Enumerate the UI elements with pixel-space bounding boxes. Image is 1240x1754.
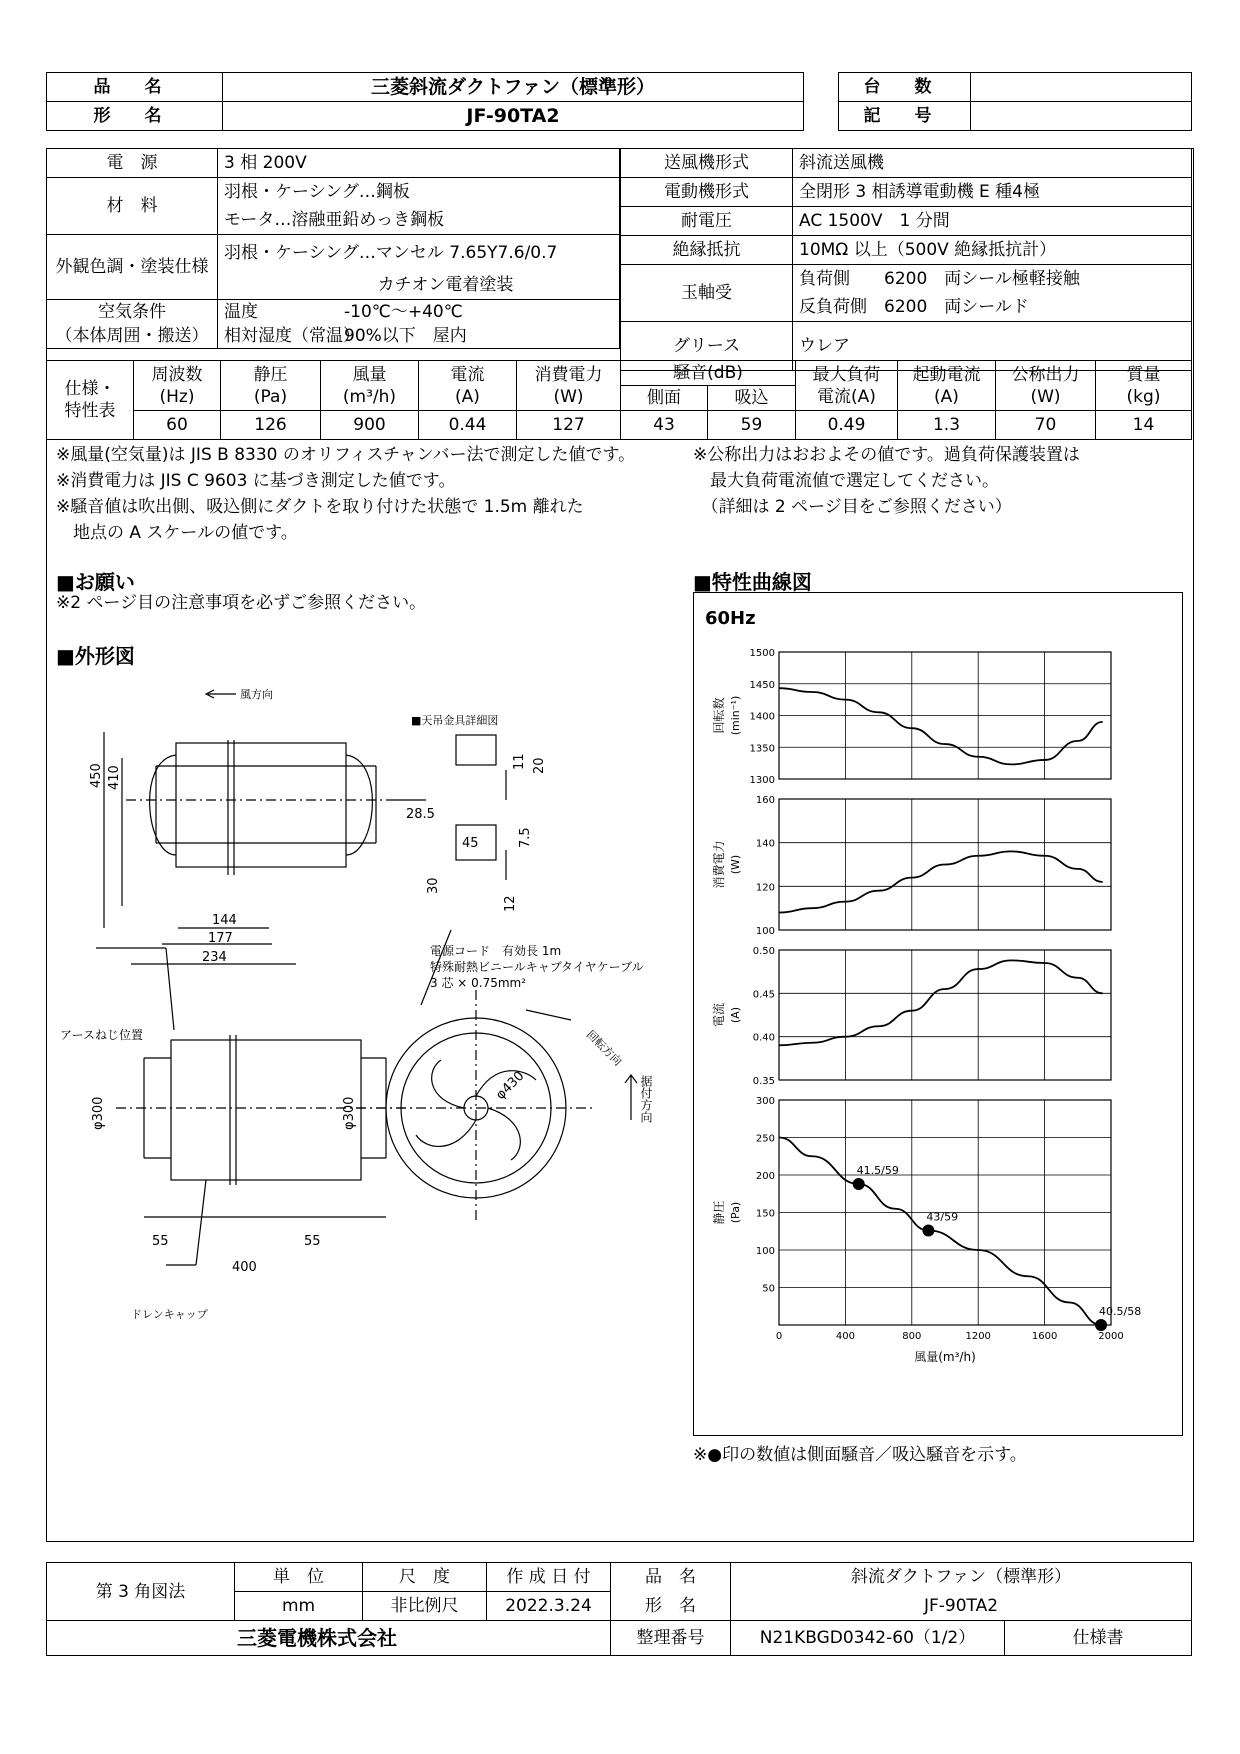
note-line: （詳細は 2 ページ目をご参照ください） — [693, 497, 1012, 517]
wind-direction-label: 風方向 — [240, 688, 273, 701]
finish-line-2: カチオン電着塗装 — [218, 271, 620, 300]
note-line: ※消費電力は JIS C 9603 に基づき測定した値です。 — [56, 471, 456, 491]
chart-y-tick-label: 160 — [755, 795, 775, 806]
chart-x-label: 風量(m³/h) — [914, 1350, 976, 1364]
chart-y-unit: (min⁻¹) — [729, 695, 742, 736]
noise-intake-header: 吸込 — [708, 386, 796, 411]
outline-drawing — [56, 680, 666, 1340]
finish-line-1: 羽根・ケーシング…マンセル 7.65Y7.6/0.7 — [218, 235, 620, 272]
motor-type-value: 全閉形 3 相誘導電動機 E 種4極 — [793, 178, 1192, 207]
chart-y-tick-label: 50 — [762, 1283, 775, 1295]
bracket-title: ■天吊金具詳細図 — [411, 714, 499, 727]
chart-series-pressure — [779, 1138, 1101, 1326]
dim-label: 144 — [212, 913, 237, 928]
rotation-arrow — [526, 1010, 571, 1020]
grease-value: ウレア — [793, 322, 1192, 371]
insulation-label: 絶縁抵抗 — [621, 236, 793, 265]
material-line-2: モータ…溶融亜鉛めっき鋼板 — [218, 206, 620, 235]
doc-number-value: N21KBGD0342-60（1/2） — [731, 1621, 1005, 1656]
air-temp-label: 温度 — [224, 302, 258, 322]
perf-value: 14 — [1096, 411, 1192, 440]
dim-label: 7.5 — [518, 827, 533, 848]
chart-y-tick-label: 200 — [755, 1171, 775, 1182]
perf-header-top: 電流 — [450, 364, 485, 385]
chart-frequency: 60Hz — [705, 608, 756, 629]
chart-x-tick-label: 400 — [835, 1331, 855, 1342]
spec-table-right — [620, 148, 1192, 371]
drain-cap-label: ドレンキャップ — [131, 1308, 208, 1321]
product-name-label: 品 名 — [47, 73, 223, 102]
bearing-line-1: 負荷側 6200 両シール極軽接触 — [793, 265, 1192, 294]
model-label: 形 名 — [47, 102, 223, 131]
chart-y-tick-label: 0.40 — [752, 1032, 775, 1044]
fan-outlet-top — [346, 755, 372, 855]
spec-table-left — [46, 148, 620, 349]
dim-label: φ300 — [342, 1096, 357, 1130]
perf-value: 0.49 — [796, 411, 898, 440]
perf-value: 59 — [708, 411, 796, 440]
perf-header-bottom: (W) — [553, 386, 584, 407]
chart-point-label: 40.5/58 — [1099, 1305, 1142, 1318]
footer-model-label: 形 名 — [611, 1592, 731, 1621]
chart-y-tick-label: 150 — [755, 1208, 775, 1220]
withstand-label: 耐電圧 — [621, 207, 793, 236]
product-name: 三菱斜流ダクトファン（標準形） — [223, 73, 804, 102]
dim-label: 55 — [152, 1234, 169, 1249]
quantity-table — [838, 72, 1192, 131]
air-label-1: 空気条件 — [47, 300, 218, 325]
perf-header-bottom: (kg) — [1126, 386, 1161, 407]
chart-x-tick-label: 0 — [775, 1331, 783, 1342]
footer-name-value: 斜流ダクトファン（標準形） — [731, 1563, 1192, 1592]
cord-label-1: 電源コード 有効長 1m — [430, 944, 562, 958]
dim-label: 410 — [107, 765, 122, 790]
chart-y-tick-label: 1400 — [749, 711, 775, 723]
perf-header-bottom: (A) — [934, 386, 959, 407]
note-line: ※風量(空気量)は JIS B 8330 のオリフィスチャンバー法で測定した値です。 — [56, 445, 636, 465]
insulation-value: 10MΩ 以上（500V 絶縁抵抗計） — [793, 236, 1192, 265]
perf-row-label-1: 仕様・ — [64, 379, 116, 399]
dim-label: 177 — [208, 931, 233, 946]
earth-screw-label: アースねじ位置 — [60, 1028, 144, 1042]
perf-value: 0.44 — [419, 411, 517, 440]
chart-series-power — [779, 851, 1103, 912]
scale-value: 非比例尺 — [363, 1592, 487, 1621]
perf-header-top: 質量 — [1126, 364, 1161, 385]
perf-header-top: 風量 — [352, 364, 387, 385]
noise-header: 騒音(dB) — [621, 361, 796, 386]
perf-value: 126 — [221, 411, 321, 440]
bracket-detail — [456, 735, 496, 765]
unit-label: 単 位 — [235, 1563, 363, 1592]
air-humidity-label: 相対湿度（常温） — [224, 326, 360, 346]
chart-title: ■特性曲線図 — [693, 570, 812, 594]
chart-y-tick-label: 120 — [755, 882, 775, 894]
perf-value: 1.3 — [898, 411, 996, 440]
bearing-line-2: 反負荷側 6200 両シールド — [793, 293, 1192, 322]
notes-right — [693, 442, 1080, 520]
chart-y-unit: (W) — [729, 854, 742, 875]
chart-series-rpm — [779, 688, 1103, 764]
chart-y-tick-label: 1450 — [749, 679, 775, 691]
perf-value: 900 — [321, 411, 419, 440]
fan-type-label: 送風機形式 — [621, 149, 793, 178]
chart-point-label: 43/59 — [926, 1210, 959, 1224]
footer-name-label: 品 名 — [611, 1563, 731, 1592]
chart-x-tick-label: 1200 — [965, 1331, 991, 1342]
perf-header-top: 起動電流 — [912, 364, 981, 385]
withstand-value: AC 1500V 1 分間 — [793, 207, 1192, 236]
chart-y-tick-label: 300 — [755, 1096, 775, 1107]
perf-row-label-2: 特性表 — [64, 401, 116, 421]
projection-method: 第 3 角図法 — [47, 1563, 235, 1621]
perf-header-bottom: 電流(A) — [817, 386, 876, 407]
chart-y-unit: (A) — [729, 1006, 742, 1024]
dim-label: 45 — [462, 836, 479, 851]
chart-y-tick-label: 1350 — [749, 743, 775, 755]
doc-type: 仕様書 — [1005, 1621, 1192, 1656]
perf-value: 70 — [996, 411, 1096, 440]
install-direction-label: 据付方向 — [639, 1075, 653, 1123]
dim-label: 30 — [426, 877, 441, 894]
chart-point — [1095, 1319, 1107, 1331]
chart-x-tick-label: 2000 — [1098, 1331, 1124, 1342]
fan-inlet-top — [150, 755, 176, 855]
dim-label: 55 — [304, 1234, 321, 1249]
rotation-label: 回転方向 — [583, 1027, 625, 1069]
chart-x-tick-label: 800 — [902, 1331, 922, 1342]
chart-y-label: 消費電力 — [712, 840, 726, 889]
footer-table — [46, 1562, 1192, 1656]
cord-label-2: 特殊耐熱ビニールキャブタイヤケーブル — [430, 960, 644, 974]
doc-number-label: 整理番号 — [611, 1621, 731, 1656]
note-line: 地点の A スケールの値です。 — [56, 523, 298, 543]
fan-body-top — [176, 743, 346, 867]
perf-header-top: 消費電力 — [534, 364, 603, 385]
grease-label: グリース — [621, 322, 793, 371]
chart-y-tick-label: 0.50 — [752, 946, 775, 957]
mark-value — [971, 102, 1192, 131]
date-value: 2022.3.24 — [487, 1592, 611, 1621]
chart-point — [922, 1225, 934, 1237]
perf-header-bottom: (m³/h) — [342, 386, 397, 407]
performance-table — [46, 360, 1192, 440]
chart-point-label: 41.5/59 — [856, 1164, 899, 1177]
outline-title: ■外形図 — [56, 644, 135, 668]
note-line: ※公称出力はおおよその値です。過負荷保護装置は — [693, 445, 1080, 465]
header-table — [46, 72, 804, 131]
dim-label: 234 — [202, 950, 227, 965]
chart-y-tick-label: 140 — [755, 838, 775, 850]
quantity-value — [971, 73, 1192, 102]
dim-label: 450 — [89, 763, 104, 788]
characteristic-chart — [693, 592, 1181, 1432]
chart-y-tick-label: 0.45 — [752, 989, 775, 1001]
material-label: 材 料 — [47, 178, 218, 235]
unit-value: mm — [235, 1592, 363, 1621]
chart-y-tick-label: 1500 — [749, 648, 775, 659]
perf-header-top: 静圧 — [253, 364, 288, 385]
chart-y-label: 電流 — [712, 1002, 726, 1028]
chart-y-tick-label: 250 — [755, 1133, 775, 1145]
dim-label: 28.5 — [406, 807, 435, 822]
bearing-label: 玉軸受 — [621, 265, 793, 322]
company-name: 三菱電機株式会社 — [47, 1621, 611, 1656]
chart-y-tick-label: 0.35 — [752, 1076, 775, 1087]
air-humidity-value: 90%以下 屋内 — [344, 326, 467, 346]
motor-type-label: 電動機形式 — [621, 178, 793, 207]
chart-y-label: 回転数 — [712, 697, 726, 734]
air-temp-value: -10℃～+40℃ — [344, 302, 463, 322]
dim-label: φ300 — [91, 1096, 106, 1130]
dim-label: 20 — [532, 757, 547, 774]
chart-y-unit: (Pa) — [729, 1201, 742, 1224]
chart-x-tick-label: 1600 — [1031, 1331, 1058, 1342]
finish-label: 外観色調・塗装仕様 — [47, 235, 218, 300]
power-value: 3 相 200V — [218, 149, 620, 178]
footer-model-value: JF-90TA2 — [731, 1592, 1192, 1621]
note-line: ※騒音値は吹出側、吸込側にダクトを取り付けた状態で 1.5m 離れた — [56, 497, 584, 517]
request-title: ■お願い — [56, 570, 135, 594]
note-line: 最大負荷電流値で選定してください。 — [693, 471, 999, 491]
chart-y-tick-label: 1300 — [749, 775, 775, 786]
perf-header-bottom: (A) — [455, 386, 480, 407]
noise-side-header: 側面 — [621, 386, 708, 411]
fan-body-side — [171, 1040, 361, 1180]
chart-y-tick-label: 100 — [755, 926, 775, 937]
chart-series-current — [779, 960, 1103, 1045]
dim-label: 11 — [512, 753, 527, 770]
perf-value: 127 — [517, 411, 621, 440]
power-label: 電 源 — [47, 149, 218, 178]
dim-label: 12 — [503, 895, 518, 912]
fan-type-value: 斜流送風機 — [793, 149, 1192, 178]
air-label-2: （本体周囲・搬送） — [47, 324, 218, 349]
perf-header-bottom: (Pa) — [253, 386, 288, 407]
notes-left — [56, 442, 635, 546]
quantity-label: 台 数 — [839, 73, 971, 102]
perf-header-top: 公称出力 — [1011, 364, 1080, 385]
material-line-1: 羽根・ケーシング…鋼板 — [218, 178, 620, 207]
chart-y-label: 静圧 — [712, 1200, 726, 1225]
perf-header-bottom: (Hz) — [159, 386, 195, 407]
mark-label: 記 号 — [839, 102, 971, 131]
perf-header-bottom: (W) — [1030, 386, 1061, 407]
perf-value: 60 — [134, 411, 221, 440]
cord-label-3: 3 芯 × 0.75mm² — [430, 976, 527, 990]
dim-label: 400 — [232, 1260, 257, 1275]
date-label: 作 成 日 付 — [487, 1563, 611, 1592]
chart-point — [853, 1178, 865, 1190]
scale-label: 尺 度 — [363, 1563, 487, 1592]
perf-header-top: 周波数 — [151, 364, 203, 385]
dim-label: φ430 — [493, 1068, 528, 1103]
chart-footnote: ※●印の数値は側面騒音／吸込騒音を示す。 — [693, 1445, 1027, 1465]
perf-header-top: 最大負荷 — [812, 364, 881, 385]
perf-value: 43 — [621, 411, 708, 440]
chart-y-tick-label: 100 — [755, 1246, 775, 1257]
model-name: JF-90TA2 — [223, 102, 804, 131]
request-text: ※2 ページ目の注意事項を必ずご参照ください。 — [56, 593, 427, 613]
